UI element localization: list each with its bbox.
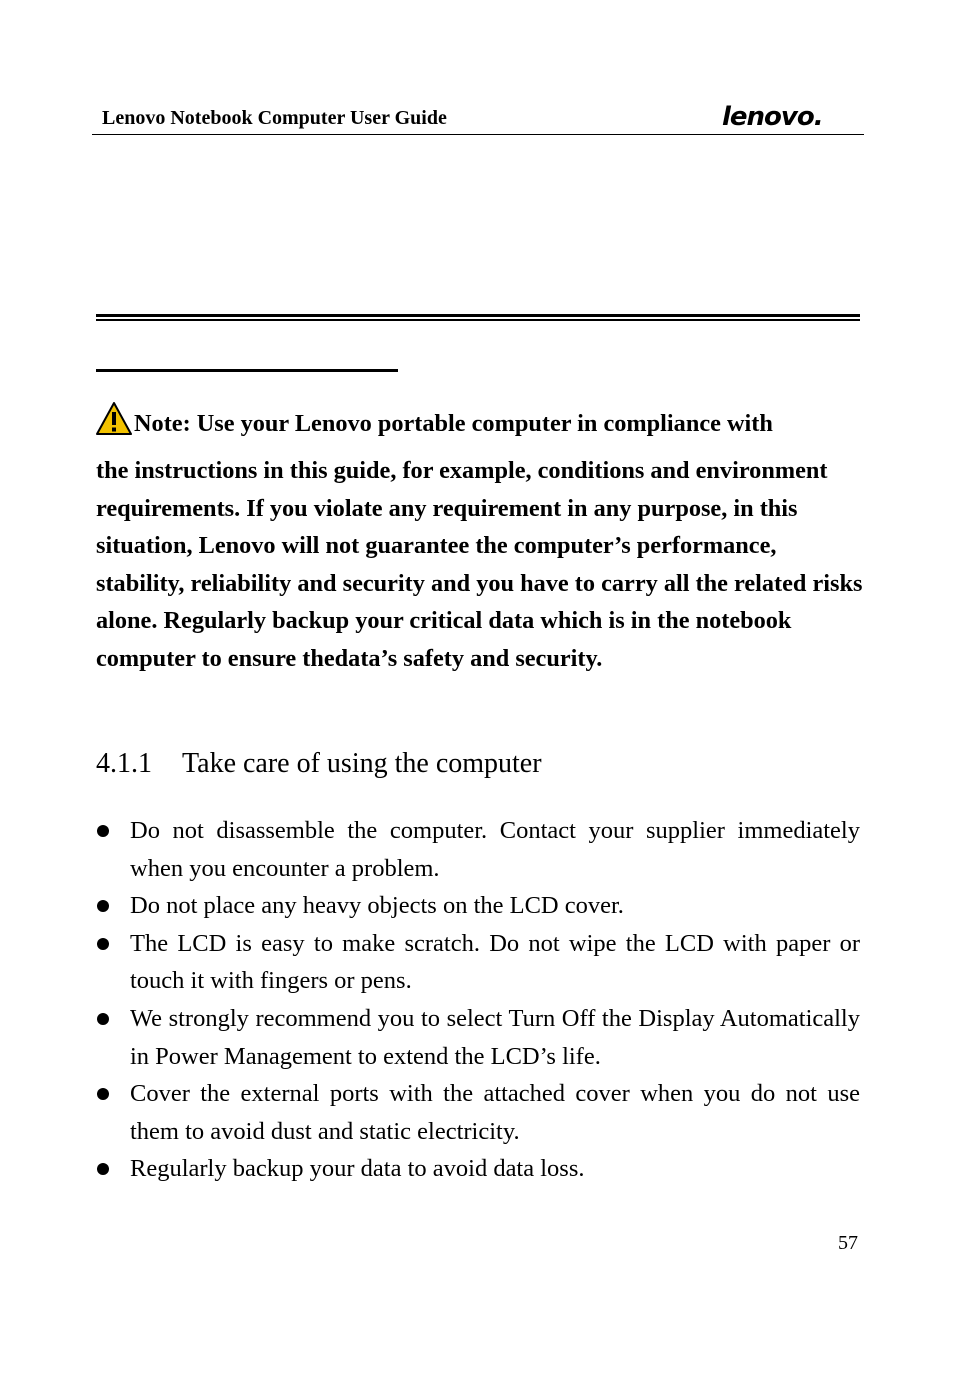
list-item xyxy=(96,812,860,887)
section-heading xyxy=(96,748,542,780)
note-body: the instructions in this guide, for example, conditions and environment requirements. If you violate any requirement in any purpose, in this situation, Lenovo will not guarantee the computer’s performance, stability, reliability and security and you have to carry all the related risks alone. Regularly backup your critical data which is in the notebook computer to ensure thedata’s safety and security. xyxy=(96,457,863,672)
list-item-text: Do not disassemble the computer. Contact your supplier immediately when you encounter a problem. xyxy=(130,817,860,882)
bullet-icon xyxy=(97,900,109,912)
section-title: Take care of using the computer xyxy=(182,748,542,779)
bullet-icon xyxy=(97,1088,109,1100)
page-number: 57 xyxy=(838,1232,858,1254)
list-item xyxy=(96,1000,860,1075)
list-item xyxy=(96,1150,860,1188)
note-first-line xyxy=(96,400,864,452)
list-item xyxy=(96,887,860,925)
bullet-icon xyxy=(97,825,109,837)
care-list xyxy=(96,812,860,1188)
list-item-text: Regularly backup your data to avoid data loss. xyxy=(130,1155,585,1183)
section-number: 4.1.1 xyxy=(96,748,152,779)
warning-icon xyxy=(96,401,132,437)
section-rule xyxy=(96,369,398,372)
chapter-rule xyxy=(96,314,860,317)
bullet-icon xyxy=(97,938,109,950)
list-item xyxy=(96,925,860,1000)
svg-text:lenovo.: lenovo. xyxy=(722,104,823,128)
list-item-text: We strongly recommend you to select Turn Off the Display Automatically in Power Management to extend the LCD’s life. xyxy=(130,1004,860,1070)
chapter-rule-secondary xyxy=(96,319,860,321)
bullet-icon xyxy=(97,1163,109,1175)
lenovo-logo xyxy=(722,104,860,128)
note-block xyxy=(96,400,864,678)
note-heading: Note: Use your Lenovo portable computer in compliance with xyxy=(134,410,773,437)
bullet-icon xyxy=(97,1013,109,1025)
header-title: Lenovo Notebook Computer User Guide xyxy=(102,107,447,129)
list-item-text: Do not place any heavy objects on the LCD cover. xyxy=(130,892,624,920)
header-rule xyxy=(92,134,864,135)
list-item-text: The LCD is easy to make scratch. Do not wipe the LCD with paper or touch it with fingers or pens. xyxy=(130,929,860,995)
list-item xyxy=(96,1075,860,1150)
list-item-text: Cover the external ports with the attached cover when you do not use them to avoid dust and static electricity. xyxy=(130,1080,860,1145)
